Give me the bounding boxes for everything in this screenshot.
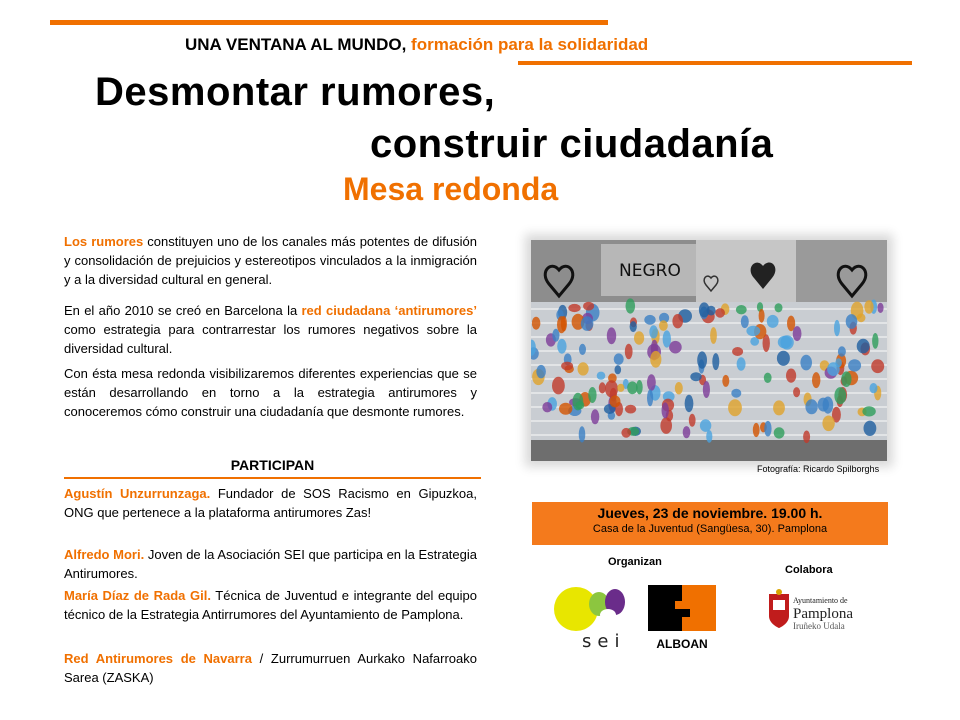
hand-print <box>710 327 717 344</box>
hand-print <box>579 344 586 355</box>
hand-print <box>778 336 792 349</box>
hand-print <box>644 315 655 325</box>
hand-print <box>536 365 546 378</box>
hand-print <box>848 359 861 371</box>
hand-print <box>647 374 656 391</box>
hand-print <box>699 302 710 317</box>
hand-print <box>532 317 541 330</box>
pamplona-logo <box>767 588 857 634</box>
sei-logo <box>552 583 632 651</box>
title-line-1: Desmontar rumores, <box>95 70 496 114</box>
hand-print <box>812 372 820 388</box>
hand-print <box>746 326 760 336</box>
hand-print <box>615 365 622 374</box>
hand-print <box>732 347 743 356</box>
hand-print <box>736 305 747 314</box>
hand-print <box>697 351 707 368</box>
hand-print <box>800 355 812 371</box>
participant-item: Alfredo Mori. Joven de la Asociación SEI que participa en la Estrategia Antirumores. <box>64 547 477 581</box>
hand-print <box>834 387 846 404</box>
hand-print <box>764 373 772 383</box>
hand-print <box>827 362 840 376</box>
hand-print <box>834 320 840 336</box>
hand-print <box>753 423 760 437</box>
hand-print <box>767 315 779 328</box>
hand-print <box>650 351 661 368</box>
hands-wall-photo <box>531 240 887 461</box>
intro-paragraph-1: Los rumores constituyen uno de los canales más potentes de difusión y consolidación de prejuicios y estereotipos vinculados a la inmigración y a la diversidad cultural en general. <box>64 234 477 287</box>
hand-print <box>731 389 741 398</box>
hand-print <box>568 304 580 312</box>
hand-print <box>621 428 631 438</box>
hand-print <box>625 344 633 359</box>
hand-print <box>627 381 637 394</box>
hand-print <box>581 316 594 331</box>
hand-print <box>607 327 616 344</box>
hand-print <box>700 419 711 432</box>
hand-print <box>672 314 683 328</box>
intro-paragraph-3: Con ésta mesa redonda visibilizaremos diferentes experiencias que se están desarrollando en torno a la estrategia antirumores y conoceremos cómo construir una ciudadanía que desmonte rumores. <box>64 366 477 419</box>
wall-graffiti-text: NEGRO <box>619 261 681 281</box>
hand-print <box>690 372 701 381</box>
hand-print <box>703 381 710 398</box>
hand-print <box>597 372 606 380</box>
hand-print <box>659 320 668 331</box>
hand-print <box>793 326 802 341</box>
hand-print <box>591 409 599 424</box>
photo-caption: Fotografía: Ricardo Spilborghs <box>757 464 880 474</box>
colabora-label: Colabora <box>785 564 833 576</box>
alboan-logo <box>648 585 716 653</box>
hand-print <box>759 309 765 323</box>
hand-print <box>542 402 552 412</box>
hand-print <box>841 371 851 387</box>
hand-print <box>669 341 682 354</box>
wall-illustration <box>531 240 887 461</box>
hand-print <box>774 427 785 438</box>
svg-text:Pamplona: Pamplona <box>793 606 853 622</box>
hand-print <box>588 387 596 403</box>
participant-item: Agustín Unzurrunzaga. Fundador de SOS Racismo en Gipuzkoa, ONG que pertenece a la plataforma antirumores Zas! <box>64 486 477 520</box>
hand-print <box>715 308 725 318</box>
participants-rule <box>64 477 481 479</box>
svg-text:sei: sei <box>582 631 626 651</box>
hand-print <box>662 402 669 418</box>
hand-print <box>846 314 858 329</box>
header-orange-rule <box>518 61 912 65</box>
hand-print <box>578 362 589 375</box>
hand-print <box>786 369 796 383</box>
subtitle-mesa-redonda: Mesa redonda <box>343 171 559 207</box>
hand-print <box>793 387 800 397</box>
hand-print <box>803 431 810 444</box>
event-venue: Casa de la Juventud (Sangüesa, 30). Pamplona <box>592 523 828 535</box>
hand-print <box>614 353 624 364</box>
intro-paragraph-2: En el año 2010 se creó en Barcelona la red ciudadana ‘antirumores’ como estrategia para contrarrestar los rumores negativos sobre la diversidad cultural. <box>64 303 477 356</box>
hand-print <box>775 303 783 312</box>
svg-text:Ayuntamiento de: Ayuntamiento de <box>793 596 848 605</box>
hand-print <box>552 377 565 395</box>
hand-print <box>870 383 878 393</box>
hand-print <box>857 339 870 354</box>
hand-print <box>872 333 878 349</box>
hand-print <box>649 325 658 338</box>
series-title: UNA VENTANA AL MUNDO, formación para la solidaridad <box>185 35 649 54</box>
hand-print <box>634 331 644 345</box>
hand-print <box>626 298 636 313</box>
hand-print <box>838 346 846 356</box>
event-info-box <box>532 502 888 545</box>
hand-print <box>583 302 594 311</box>
hand-print <box>689 414 696 427</box>
hand-print <box>683 426 691 438</box>
hand-print <box>712 353 719 370</box>
hand-print <box>862 406 875 416</box>
hand-print <box>625 405 636 414</box>
hand-print <box>617 384 624 392</box>
top-orange-rule <box>50 20 608 25</box>
hand-print <box>864 421 877 436</box>
hand-print <box>737 357 746 370</box>
hand-print <box>675 382 683 394</box>
participants-heading: PARTICIPAN <box>230 457 315 473</box>
hand-print <box>764 421 771 437</box>
hand-print <box>576 401 585 409</box>
hand-print <box>579 426 586 442</box>
svg-text:Iruñeko Udala: Iruñeko Udala <box>793 621 845 631</box>
hand-print <box>630 321 637 332</box>
participant-item: Red Antirumores de Navarra / Zurrumurruen Aurkako Nafarroako Sarea (ZASKA) <box>64 651 477 685</box>
event-date: Jueves, 23 de noviembre. 19.00 h. <box>597 505 823 521</box>
hand-print <box>864 300 873 313</box>
hand-print <box>777 351 790 366</box>
title-line-2: construir ciudadanía <box>370 122 774 166</box>
hand-print <box>599 382 606 393</box>
hand-print <box>728 399 742 416</box>
hand-print <box>561 316 567 331</box>
hand-print <box>610 395 621 407</box>
hand-print <box>552 329 559 342</box>
hand-print <box>706 430 712 443</box>
hand-print <box>660 417 672 434</box>
organizan-label: Organizan <box>608 556 662 568</box>
svg-text:ALBOAN: ALBOAN <box>656 637 708 651</box>
hand-print <box>557 339 566 354</box>
hand-print <box>559 403 572 415</box>
hand-print <box>822 416 834 432</box>
hand-print <box>805 399 817 414</box>
hand-print <box>877 303 883 313</box>
hand-print <box>773 400 785 415</box>
hand-print <box>722 375 729 387</box>
hand-print <box>561 362 573 371</box>
hand-print <box>818 398 829 412</box>
hand-print <box>741 315 749 328</box>
hand-print <box>871 359 884 373</box>
hand-print <box>605 380 618 397</box>
hand-print <box>647 390 653 407</box>
hand-print <box>663 330 671 347</box>
hand-print <box>685 395 694 412</box>
participant-item: María Díaz de Rada Gil. Técnica de Juventud e integrante del equipo técnico de la Estrategia Antirrumores del Ayuntamiento de Pamplona. <box>64 588 477 622</box>
